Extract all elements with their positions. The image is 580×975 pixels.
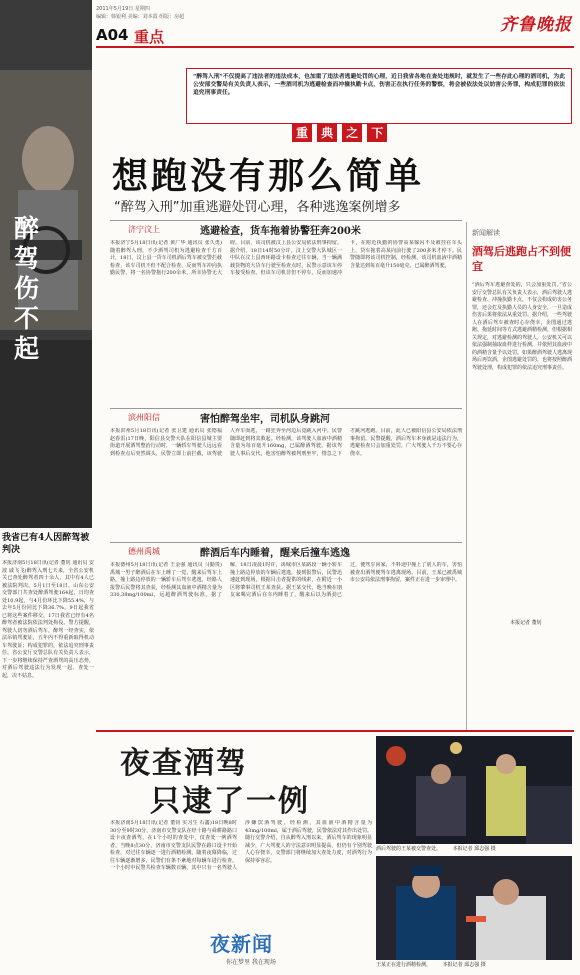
story1-place: 济宁汶上 — [128, 225, 160, 234]
news-column-title: 酒驾后逃跑占不到便宜 — [472, 245, 571, 273]
night-news-slogan: 你在梦里 我在现场 — [226, 959, 276, 966]
main-headline: 想跑没有那么简单 — [112, 155, 425, 197]
rule — [110, 220, 462, 221]
story2-title: 害怕醉驾坐牢，司机队身跳河 — [200, 414, 330, 425]
side-title-char: 醉 — [14, 214, 40, 243]
dateline: 2011年5月19日 星期四 — [96, 6, 150, 12]
police-checkpoint-photo — [376, 736, 572, 844]
story3-title: 醉酒后车内睡着，醒来后撞车逃逸 — [200, 548, 350, 559]
side-news-body: 本报济南5月18日讯(记者 董钊 通讯员 安波 戚飞飞)醉驾入刑七天来，全省公安机关已查处醉驾者四十余人，其中有4人已被法院判决。5月1日至18日，山东公安交警部门共查处醉酒驾驶164起，日均查处10.9起，与4月份环比下降55.4%，与去年5月份同比下降36.7%。9日起我省已将这些案件移交，17日我省已经有4名醉驾者被法院依法判处拘役。警方提醒，驾驶人切勿酒后驾车，醉驾一经查实，依法吊销驾驶证，五年内不得重新取得机动车驾驶证；构成犯罪的，依法追究刑事责任。省公安厅交警总队有关负责人表示，下一步将继续保持严查酒驾的高压态势，对酒后驾驶违法行为发现一起、查处一起，决不姑息。 — [2, 560, 94, 679]
news-column-label: 新闻解读 — [472, 229, 500, 237]
masthead-logo: 齐鲁晚报 — [500, 15, 572, 35]
side-title-char: 伤 — [14, 274, 40, 303]
bottom-rule — [96, 730, 574, 732]
side-title-char: 起 — [14, 334, 40, 363]
bottom-headline-2: 只逮了一例 — [150, 784, 310, 819]
story2-body: 本报滨州5月18日讯(记者 张卫建 通讯员 张德福 赵春雷)17日晚，阳信县交警大队在阳信县城主要街道开展酒驾整治行动时，一辆轿车驾驶人远远看到检查点后突然调头，民警立即上前拦截，该驾驶人弃车而逃，一路狂奔至河边后竟跳入河中。民警随即赶到将其救起。经检测，该驾驶人血液中酒精含量为每百毫升160mg，已属醉酒驾驶。据该驾驶人事后交代，他害怕醉驾被判刑坐牢，情急之下才跳河逃跑。目前，此人已被阳信县公安局依法刑事拘留。民警提醒，酒后驾车本身就是违法行为，逃避检查只会加重处罚，广大驾驶人千万不要心存侥幸。 — [110, 428, 462, 457]
feature-tag — [292, 122, 402, 144]
caption-text: 王某正在进行酒精检测。 — [376, 962, 432, 968]
rule — [110, 408, 462, 409]
tag-char: 下 — [367, 124, 387, 142]
night-news-logo — [210, 928, 320, 968]
tag-char: 之 — [342, 124, 362, 142]
side-news-title: 我省已有4人因醉驾被判决 — [2, 533, 90, 555]
story1-body: 本报济宁5月18日讯(记者 黄广华 通讯员 张久勇)随着醉驾入刑，不少酒驾司机为逃避检查千方百计，18日，汶上县一货车司机酒后驾车被交警拦截检查，该车司机不但不配合检查，反而驾车冲向执勤民警，将一名协警拖行200余米，所幸协警无大碍。目前，该司机被汶上县公安局依法刑事拘留。据介绍，18日14时50分许，汶上交警大队城区一中队在汶上县西环路设卡检查过往车辆，当一辆满载货物的大货车行驶至检查点时，民警示意该车停车接受检查。但该车司机非但不停车，反而加速冲卡，在附近执勤的协警高某躲闪不及被挂在车头上，货车拖着高某向前行驶了200多米才停下。民警随即将该司机控制，经检测，该司机血液中酒精含量达到每百毫升150毫克，已属醉酒驾驶。 — [110, 240, 462, 276]
side-news-box — [2, 532, 94, 764]
story1-title: 逃避检查，货车拖着协警狂奔200米 — [200, 226, 361, 237]
news-column-byline: 本报记者 董钊 — [510, 620, 542, 626]
story2-place: 滨州阳信 — [128, 413, 160, 422]
editors: 编辑：韩银利 美编：刘本霞 组版：房超 — [96, 14, 185, 20]
photo-1-caption — [376, 846, 572, 853]
side-title-char: 驾 — [14, 244, 40, 273]
caption-credit: 本报记者 邱志强 摄 — [452, 846, 496, 852]
night-news-logo-text: 夜新闻 — [210, 932, 273, 956]
caption-credit: 本报记者 邱志强 摄 — [442, 962, 486, 968]
tag-char: 重 — [292, 124, 312, 142]
photo-2 — [376, 856, 572, 960]
page-number: A04 — [96, 26, 129, 44]
bottom-headline-1: 夜查酒驾 — [120, 746, 248, 781]
story3-place: 德州禹城 — [128, 547, 160, 556]
photo-2-caption — [376, 962, 572, 969]
intro-text: “醉驾入刑”不仅提高了违法者的违法成本，也加重了违法者逃避处罚的心理，近日我省各地在查处违规时，就发生了一些存此心理的酒司机，为此公安部交警局有关负责人表示，一些酒司机为逃避检查而冲撞执勤卡点，伤害正在执行任务的警察，将会被依法处以妨害公务罪，构成犯罪的依法追究刑事责任。 — [193, 74, 565, 96]
caption-text: 酒后驾驶的王某被交警查处。 — [376, 846, 442, 852]
section-title: 重点 — [134, 28, 165, 46]
photo-1 — [376, 736, 572, 844]
side-title-char: 不 — [14, 304, 40, 333]
tag-char: 典 — [317, 124, 337, 142]
side-title — [14, 214, 54, 364]
news-column-body: “酒后驾车逃避查处的，只会加重处罚。”省公安厅交警总队有关负责人表示，酒后驾驶人逃避检查、冲撞执勤卡点，不仅会构成妨害公务罪，还会危及执勤人员的人身安全，一旦造成伤害后果将依法从重处罚。据介绍，一些驾驶人在酒后驾车被查时心存侥幸，企图通过逃跑、拖延时间等方式逃避酒精检测，但根据相关规定，对逃避检测的驾驶人，公安机关可以依法强制抽取血样进行检测，并依照其血液中的酒精含量予以处罚。如果醉酒驾驶人逃离现场后再饮酒，企图逃避处罚的，也将按照醉酒驾驶处理，构成犯罪的依法追究刑事责任。 — [472, 282, 572, 371]
header-rule — [96, 46, 574, 48]
bottom-body: 本报济南5月18日讯(记者 董钊 实习生 石鑫)18日晚8时30分至9时30分，济南市交警支队在经十路与舜耕路路口设卡夜查酒驾，在1个小时的查处中，仅查处一例酒驾者。当晚8点30分，济南市交警支队民警在路口设卡开始检查，对过往车辆逐一进行酒精检测。随着夜幕降临，过往车辆逐渐增多，民警们有条不紊地对每辆车进行检查。一个小时中民警共检查车辆数百辆，其中只有一名驾驶人涉嫌饮酒驾驶，经检测，其血液中酒精含量为43mg/100ml，属于酒后驾驶，民警依法对其作出处罚。随行交警介绍，自从醉驾入刑以来，酒后驾车的现象明显减少，广大驾驶人的守法意识明显提高，但仍有个别驾驶人心存侥幸，交警部门将继续加大查处力度，对酒驾行为保持零容忍。 — [110, 820, 372, 871]
sub-headline: “醉驾入刑”加重逃避处罚心理，各种逃逸案例增多 — [114, 200, 401, 215]
column-divider — [466, 222, 467, 732]
story3-body: 本报德州5月18日讯(记者 王金强 通讯员 马勤贵)禹城一男子醉酒后在车上睡了一觉，醒来后驾车上路，撞上路边停放的一辆轿车后驾车逃逸，经路人报警后民警将其查获，经检测其血液中酒精含量为330.38mg/100ml，远超醉酒驾驶标准。据了解，18日凌晨1时许，禹城市区某路段一辆小轿车撞上路边停放的车辆后逃逸。接到报警后，民警迅速赶到现场，根据目击者提供的线索，在附近一小区将肇事司机王某查获。据王某交代，他当晚在朋友家喝完酒后在车内睡着了，醒来后以为酒劲已过，便驾车回家，不料途中撞上了别人的车，害怕被查出酒驾便驾车逃离现场。目前，王某已被禹城市公安局依法刑事拘留，案件正在进一步审理中。 — [110, 562, 462, 598]
rule — [110, 542, 462, 543]
alcohol-test-photo — [376, 856, 572, 960]
intro-box — [186, 68, 572, 124]
